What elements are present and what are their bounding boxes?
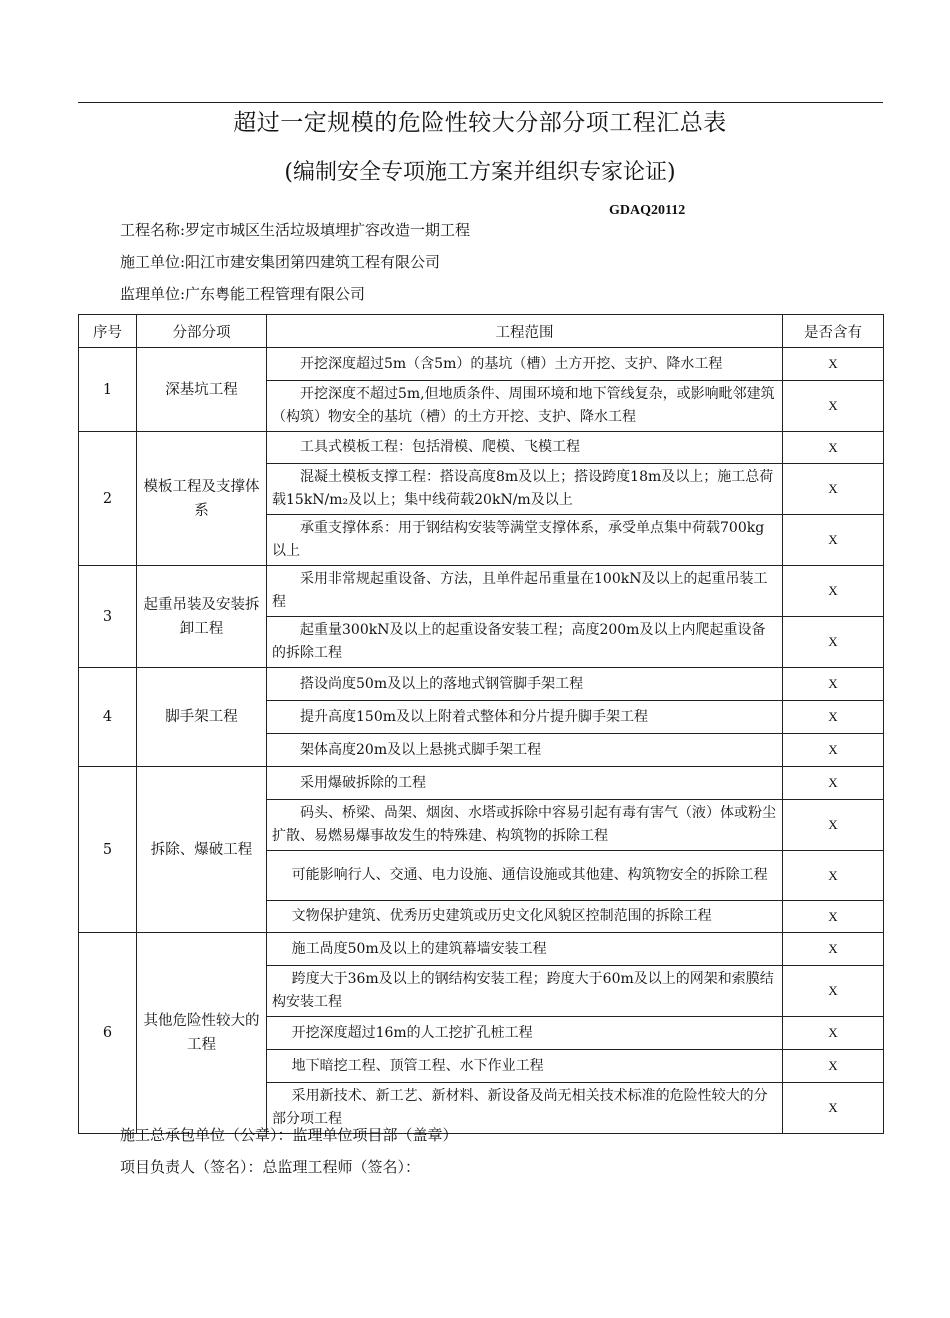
row-number: 6	[79, 933, 137, 1134]
row-category: 拆除、爆破工程	[137, 767, 267, 933]
row-scope: 地下暗挖工程、顶管工程、水下作业工程	[267, 1050, 783, 1083]
header-included: 是否含有	[783, 315, 884, 348]
row-number: 4	[79, 668, 137, 767]
row-category: 其他危险性较大的工程	[137, 933, 267, 1134]
footer-signature-line: 项目负责人（签名）：总监理工程师（签名）：	[120, 1158, 421, 1176]
included-mark: X	[783, 464, 884, 515]
row-scope: 搭设尚度50m及以上的落地式钢管脚手架工程	[267, 668, 783, 701]
included-mark: X	[783, 851, 884, 901]
row-scope: 跨度大于36m及以上的钢结构安装工程；跨度大于60m及以上的网架和索膜结构安装工程	[267, 966, 783, 1017]
included-mark: X	[783, 734, 884, 767]
row-scope: 提升高度150m及以上附着式整体和分片提升脚手架工程	[267, 701, 783, 734]
project-name: 工程名称:罗定市城区生活垃圾填埋扩容改造一期工程	[120, 221, 471, 239]
header-scope: 工程范围	[267, 315, 783, 348]
header-category: 分部分项	[137, 315, 267, 348]
row-scope: 混凝土模板支撑工程：搭设高度8m及以上；搭设跨度18m及以上；施工总荷载15kN/m₂及以上；集中线荷载20kN/m及以上	[267, 464, 783, 515]
row-scope: 采用新技术、新工艺、新材料、新设备及尚无相关技术标准的危险性较大的分部分项工程	[267, 1083, 783, 1134]
page-subtitle: (编制安全专项施工方案并组织专家论证)	[284, 160, 676, 185]
row-scope: 起重量300kN及以上的起重设备安装工程；高度200m及以上内爬起重设备的拆除工程	[267, 617, 783, 668]
row-category: 模板工程及支撑体系	[137, 432, 267, 566]
included-mark: X	[783, 668, 884, 701]
hazard-table	[78, 314, 884, 1134]
included-mark: X	[783, 933, 884, 966]
row-scope: 施工咼度50m及以上的建筑幕墙安装工程	[267, 933, 783, 966]
row-number: 3	[79, 566, 137, 668]
row-scope: 架体高度20m及以上悬挑式脚手架工程	[267, 734, 783, 767]
table-header-row	[79, 315, 884, 348]
row-category: 起重吊装及安装拆卸工程	[137, 566, 267, 668]
row-scope: 开挖深度超过5m（含5m）的基坑（槽）土方开挖、支护、降水工程	[267, 348, 783, 381]
table-row	[79, 668, 884, 701]
supervisor-name: 监理单位:广东粤能工程管理有限公司	[120, 285, 366, 303]
included-mark: X	[783, 701, 884, 734]
row-scope: 码头、桥梁、咼架、烟囱、水塔或拆除中容易引起有毒有害气（液）体或粉尘扩散、易燃易爆事故发生的特殊建、构筑物的拆除工程	[267, 800, 783, 851]
included-mark: X	[783, 901, 884, 933]
included-mark: X	[783, 1083, 884, 1134]
included-mark: X	[783, 566, 884, 617]
included-mark: X	[783, 1050, 884, 1083]
included-mark: X	[783, 348, 884, 381]
footer-stamp-line: 施工总承包单位（公章）：监理单位项目部（盖章）	[120, 1126, 458, 1144]
row-category: 脚手架工程	[137, 668, 267, 767]
table-row	[79, 767, 884, 800]
page-title: 超过一定规模的危险性较大分部分项工程汇总表	[233, 110, 727, 136]
row-scope: 采用非常规起重设备、方法，且单件起吊重量在100kN及以上的起重吊装工程	[267, 566, 783, 617]
table-row	[79, 348, 884, 381]
form-code: GDAQ20112	[609, 203, 686, 218]
row-number: 1	[79, 348, 137, 432]
row-scope: 承重支撑体系：用于钢结构安装等满堂支撑体系，承受单点集中荷载700kg以上	[267, 515, 783, 566]
table-row	[79, 933, 884, 966]
included-mark: X	[783, 1017, 884, 1050]
row-scope: 工具式模板工程：包括滑模、爬模、飞模工程	[267, 432, 783, 464]
row-number: 5	[79, 767, 137, 933]
included-mark: X	[783, 617, 884, 668]
row-scope: 开挖深度超过16m的人工挖扩孔桩工程	[267, 1017, 783, 1050]
included-mark: X	[783, 966, 884, 1017]
table-row	[79, 566, 884, 617]
row-scope: 开挖深度不超过5m,但地质条件、周围环境和地下管线复杂，或影响毗邻建筑（构筑）物安全的基坑（槽）的土方开挖、支护、降水工程	[267, 381, 783, 432]
included-mark: X	[783, 515, 884, 566]
row-scope: 文物保护建筑、优秀历史建筑或历史文化风貌区控制范围的拆除工程	[267, 901, 783, 933]
header-num: 序号	[79, 315, 137, 348]
row-number: 2	[79, 432, 137, 566]
included-mark: X	[783, 432, 884, 464]
row-scope: 可能影响行人、交通、电力设施、通信设施或其他建、构筑物安全的拆除工程	[267, 851, 783, 901]
table-row	[79, 432, 884, 464]
included-mark: X	[783, 381, 884, 432]
included-mark: X	[783, 800, 884, 851]
included-mark: X	[783, 767, 884, 800]
row-scope: 采用爆破拆除的工程	[267, 767, 783, 800]
row-category: 深基坑工程	[137, 348, 267, 432]
contractor-name: 施工单位:阳江市建安集团第四建筑工程有限公司	[120, 253, 441, 271]
top-rule	[78, 102, 883, 103]
